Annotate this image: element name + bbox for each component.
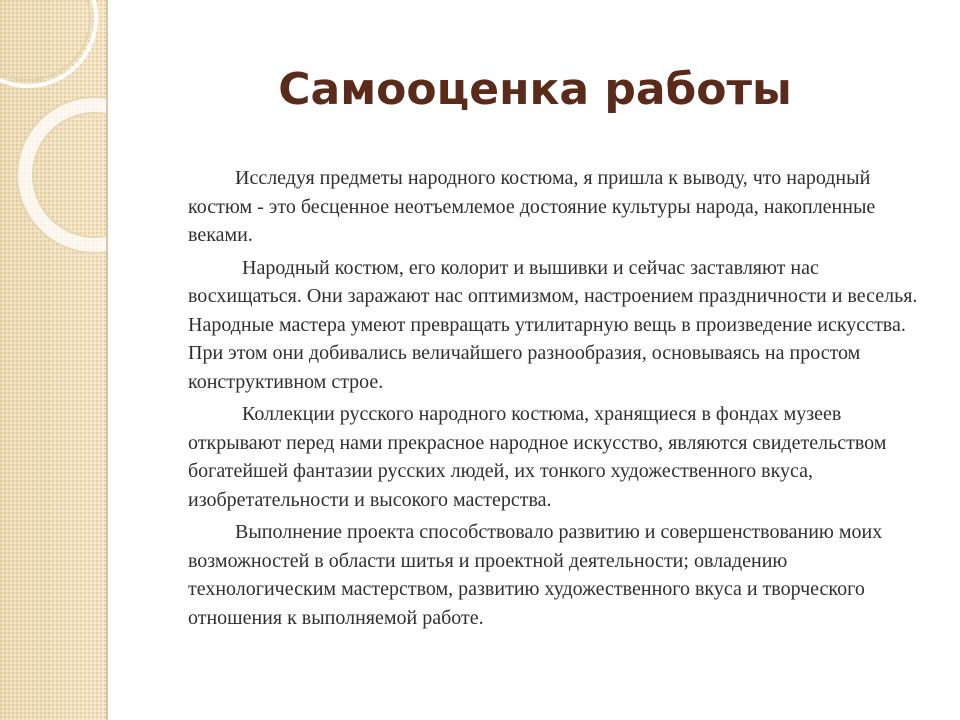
decorative-rings-graphic [0, 0, 108, 260]
slide-body [188, 164, 933, 636]
paragraph-2: Народный костюм, его колорит и вышивки и сейчас заставляют нас восхищаться. Они заражают нас оптимизмом, настроением праздничности и веселья. Народные мастера умеют превращать утилитарную вещь в произведение искусства. При этом они добивались величайшего разнообразия, основываясь на простом конструктивном строе. [188, 256, 918, 393]
decorative-side-band [0, 0, 108, 720]
slide-title: Самооценка работы [278, 64, 792, 115]
paragraph-4: Выполнение проекта способствовало развитию и совершенствованию моих возможностей в области шитья и проектной деятельности; овладению технологическим мастерством, развитию художественного вкуса и творческого отношения к выполняемой работе. [188, 521, 883, 629]
paragraph-3: Коллекции русского народного костюма, хранящиеся в фондах музеев открывают перед нами прекрасное народное искусство, являются свидетельством богатейшей фантазии русских людей, их тонкого художественного вкуса, изобретательности и высокого мастерства. [188, 403, 887, 511]
paragraph-1: Исследуя предметы народного костюма, я пришла к выводу, что народный костюм - это бесценное неотъемлемое достояние культуры народа, накопленные веками. [188, 167, 876, 246]
side-band-edge [106, 0, 108, 720]
